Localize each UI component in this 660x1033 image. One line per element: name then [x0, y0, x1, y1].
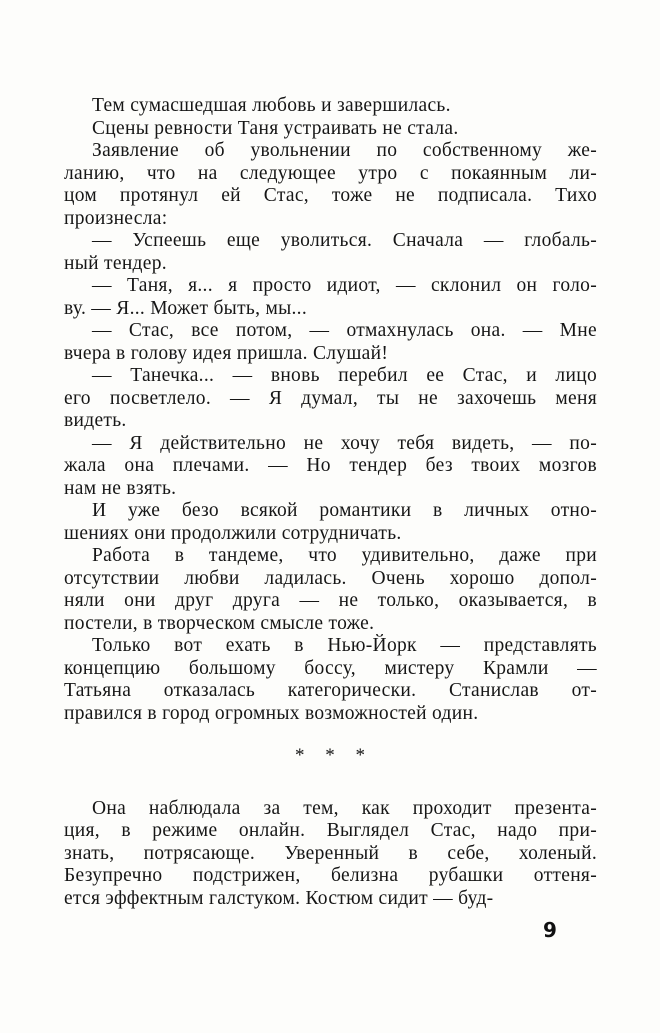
paragraph: [64, 500, 597, 545]
paragraph: [64, 118, 597, 141]
paragraph: [64, 140, 597, 230]
text-line: — Танечка... — вновь перебил ее Стас, и лицо: [92, 365, 597, 386]
text-line: знать, потрясающе. Уверенный в себе, холеный.: [64, 842, 597, 864]
text-line: — Я действительно не хочу тебя видеть, — по-: [92, 432, 597, 454]
text-line: ция, в режиме онлайн. Выглядел Стас, надо при-: [64, 820, 597, 841]
text-line: нам не взять.: [64, 477, 177, 499]
paragraph: [64, 545, 597, 635]
paragraph: [64, 798, 597, 911]
text-line: няли они друг друга — не только, оказывается, в: [64, 590, 597, 611]
text-line: ланию, что на следующее утро с покаянным ли-: [64, 162, 597, 184]
section-2: [64, 798, 597, 911]
text-line: видеть.: [64, 410, 127, 431]
page-number: 9: [543, 918, 557, 942]
paragraph: [64, 275, 597, 320]
text-block: [64, 95, 597, 910]
paragraph: [64, 365, 597, 433]
text-line: Тем сумасшедшая любовь и завершилась.: [92, 95, 451, 116]
text-line: произнесла:: [64, 207, 168, 229]
text-line: вчера в голову идея пришла. Слушай!: [64, 342, 389, 364]
text-line: Она наблюдала за тем, как проходит презента-: [92, 797, 597, 819]
section-1: [64, 95, 597, 725]
text-line: — Таня, я... я просто идиот, — склонил он голо-: [92, 275, 597, 296]
paragraph: [64, 230, 597, 275]
section-separator: * * *: [295, 745, 366, 766]
text-line: ется эффектным галстуком. Костюм сидит — буд-: [64, 887, 494, 909]
text-line: правился в город огромных возможностей один.: [64, 702, 479, 724]
paragraph: [64, 320, 597, 365]
text-line: постели, в творческом смысле тоже.: [64, 612, 375, 634]
text-line: — Успеешь еще уволиться. Сначала — глобаль-: [92, 230, 597, 251]
text-line: Сцены ревности Таня устраивать не стала.: [92, 117, 459, 139]
paragraph: [64, 95, 597, 118]
text-line: Безупречно подстрижен, белизна рубашки оттеня-: [64, 865, 597, 886]
paragraph: [64, 635, 597, 725]
text-line: цом протянул ей Стас, тоже не подписала. Тихо: [64, 185, 597, 206]
text-line: его посветлело. — Я думал, ты не захочешь меня: [64, 387, 597, 409]
text-line: шениях они продолжили сотрудничать.: [64, 522, 402, 544]
text-line: ву. — Я... Может быть, мы...: [64, 297, 308, 319]
text-line: Только вот ехать в Нью-Йорк — представлять: [92, 635, 597, 656]
text-line: — Стас, все потом, — отмахнулась она. — Мне: [92, 320, 597, 341]
text-line: Работа в тандеме, что удивительно, даже при: [92, 545, 597, 566]
text-line: отсутствии любви ладилась. Очень хорошо допол-: [64, 567, 597, 589]
text-line: ный тендер.: [64, 252, 167, 274]
text-line: И уже безо всякой романтики в личных отно-: [92, 500, 597, 521]
text-line: Заявление об увольнении по собственному же-: [92, 140, 597, 161]
text-line: концепцию большому боссу, мистеру Крамли —: [64, 657, 597, 679]
text-line: жала она плечами. — Но тендер без твоих мозгов: [64, 455, 597, 476]
text-line: Татьяна отказалась категорически. Станислав от-: [64, 680, 597, 701]
paragraph: [64, 433, 597, 501]
